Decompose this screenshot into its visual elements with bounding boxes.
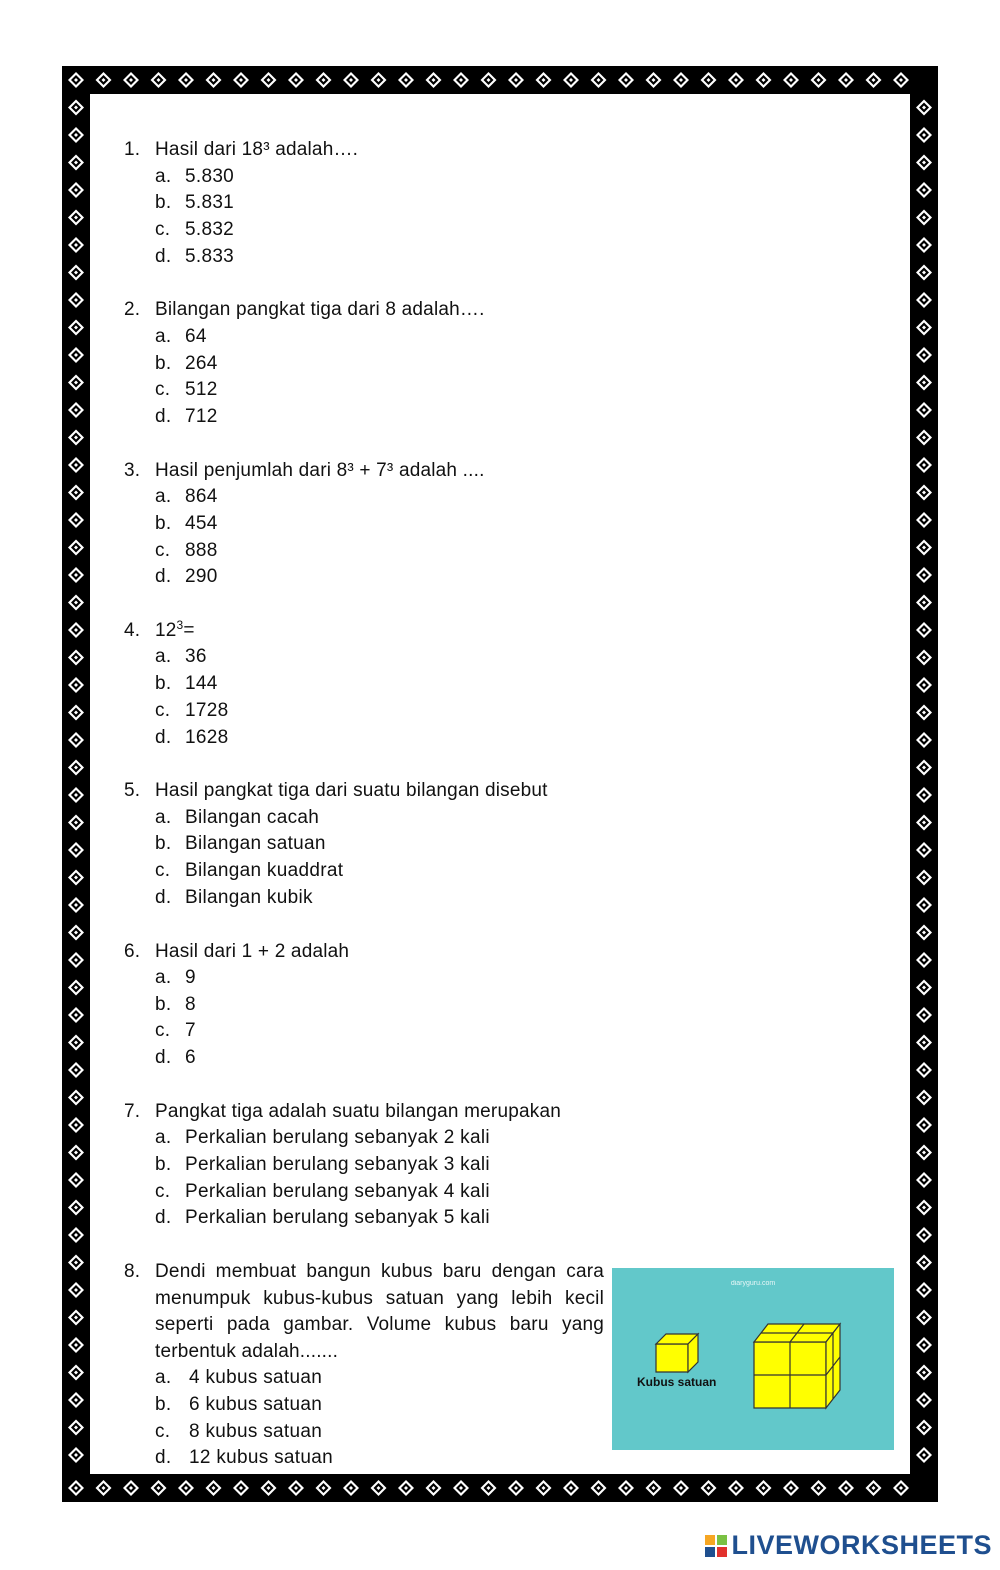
diamond-ornament <box>916 677 932 693</box>
answer-option[interactable] <box>155 217 604 244</box>
diamond-ornament <box>618 72 634 88</box>
diamond-ornament <box>916 1420 932 1436</box>
diamond-ornament <box>916 292 932 308</box>
answer-option[interactable] <box>155 992 604 1019</box>
diamond-ornament <box>96 1480 112 1496</box>
diamond-ornament <box>288 72 304 88</box>
question-number: 2. <box>124 299 141 321</box>
diamond-ornament <box>68 732 84 748</box>
diamond-ornament <box>916 1255 932 1271</box>
diamond-ornament <box>916 952 932 968</box>
diamond-ornament <box>68 842 84 858</box>
question-stem: Hasil penjumlah dari 8³ + 7³ adalah .... <box>155 459 485 481</box>
diamond-ornament <box>916 842 932 858</box>
diamond-ornament <box>233 72 249 88</box>
diamond-ornament <box>916 430 932 446</box>
unit-cube <box>656 1334 698 1372</box>
answer-option[interactable] <box>155 671 604 698</box>
option-letter: c. <box>155 218 171 240</box>
option-text: 5.833 <box>185 245 235 267</box>
question-stem: Bilangan pangkat tiga dari 8 adalah…. <box>155 299 485 321</box>
answer-option[interactable] <box>155 1018 604 1045</box>
option-text: Bilangan cacah <box>185 806 320 828</box>
diamond-ornament <box>838 1480 854 1496</box>
diamond-ornament <box>343 72 359 88</box>
diamond-ornament <box>68 292 84 308</box>
answer-option[interactable] <box>155 190 604 217</box>
diamond-ornament <box>916 1062 932 1078</box>
question-stem: Pangkat tiga adalah suatu bilangan merupakan <box>155 1100 561 1122</box>
diamond-ornament <box>68 1035 84 1051</box>
diamond-ornament <box>701 72 717 88</box>
answer-option[interactable] <box>155 725 604 752</box>
diamond-ornament <box>916 512 932 528</box>
diamond-ornament <box>916 787 932 803</box>
diamond-ornament <box>673 1480 689 1496</box>
question-4 <box>124 618 604 751</box>
diamond-ornament <box>68 1392 84 1408</box>
stem-base: 12 <box>155 619 177 641</box>
question-list <box>124 137 604 1499</box>
diamond-ornament <box>68 650 84 666</box>
question-number: 6. <box>124 940 141 962</box>
diamond-ornament <box>68 375 84 391</box>
diamond-ornament <box>68 485 84 501</box>
diamond-ornament <box>916 100 932 116</box>
diamond-ornament <box>701 1480 717 1496</box>
option-text: 5.830 <box>185 165 235 187</box>
diamond-ornament <box>316 72 332 88</box>
diamond-ornament <box>916 1035 932 1051</box>
answer-option[interactable] <box>155 511 604 538</box>
option-text: 454 <box>185 512 218 534</box>
diamond-ornament <box>756 72 772 88</box>
option-letter: b. <box>155 1393 172 1415</box>
option-letter: a. <box>155 486 172 508</box>
diamond-ornament <box>68 897 84 913</box>
diamond-ornament <box>916 705 932 721</box>
cube-drawing <box>612 1268 894 1450</box>
diamond-ornament <box>68 100 84 116</box>
diamond-ornament <box>916 375 932 391</box>
answer-option[interactable] <box>155 1179 604 1206</box>
option-letter: b. <box>155 512 172 534</box>
diamond-ornament <box>68 622 84 638</box>
diamond-ornament <box>68 815 84 831</box>
diamond-ornament <box>68 457 84 473</box>
diamond-ornament <box>866 1480 882 1496</box>
option-letter: c. <box>155 1020 171 1042</box>
diamond-ornament <box>68 1282 84 1298</box>
answer-option[interactable] <box>155 377 604 404</box>
option-letter: a. <box>155 1367 172 1389</box>
answer-option[interactable] <box>155 538 604 565</box>
question-3 <box>124 458 604 591</box>
option-text: 4 kubus satuan <box>189 1367 323 1389</box>
option-letter: c. <box>155 860 171 882</box>
option-text: 512 <box>185 379 218 401</box>
option-letter: d. <box>155 886 172 908</box>
option-text: 290 <box>185 566 218 588</box>
question-1 <box>124 137 604 270</box>
diamond-ornament <box>68 155 84 171</box>
option-text: 8 <box>185 993 196 1015</box>
stem-exponent: 3 <box>176 617 184 632</box>
diamond-ornament <box>68 1090 84 1106</box>
diamond-ornament <box>68 595 84 611</box>
diamond-ornament <box>916 732 932 748</box>
diamond-ornament <box>916 1117 932 1133</box>
diamond-ornament <box>916 622 932 638</box>
option-text: 1728 <box>185 699 229 721</box>
option-letter: b. <box>155 1154 172 1176</box>
diamond-ornament <box>916 320 932 336</box>
diamond-ornament <box>916 815 932 831</box>
question-stem: Hasil pangkat tiga dari suatu bilangan disebut <box>155 780 548 802</box>
diamond-ornament <box>646 72 662 88</box>
question-number: 4. <box>124 619 141 641</box>
option-letter: d. <box>155 566 172 588</box>
diamond-ornament <box>916 1145 932 1161</box>
diamond-ornament <box>68 870 84 886</box>
answer-option[interactable] <box>155 1152 604 1179</box>
diamond-ornament <box>68 1172 84 1188</box>
option-text: 5.832 <box>185 218 235 240</box>
option-letter: c. <box>155 379 171 401</box>
diamond-ornament <box>916 980 932 996</box>
answer-option[interactable] <box>155 1419 604 1446</box>
diamond-ornament <box>916 237 932 253</box>
option-text: Perkalian berulang sebanyak 4 kali <box>185 1180 490 1202</box>
diamond-ornament <box>398 72 414 88</box>
answer-option[interactable] <box>155 404 604 431</box>
diamond-ornament <box>916 567 932 583</box>
diamond-ornament <box>68 127 84 143</box>
liveworksheets-icon <box>705 1535 727 1557</box>
option-text: 6 <box>185 1047 196 1069</box>
diamond-ornament <box>68 210 84 226</box>
diamond-ornament <box>916 155 932 171</box>
diamond-ornament <box>916 402 932 418</box>
diamond-ornament <box>68 1447 84 1463</box>
option-text: Bilangan kubik <box>185 886 313 908</box>
option-text: 888 <box>185 539 218 561</box>
diamond-ornament <box>508 72 524 88</box>
option-letter: a. <box>155 967 172 989</box>
diamond-ornament <box>68 1255 84 1271</box>
diamond-ornament <box>916 1337 932 1353</box>
option-letter: d. <box>155 245 172 267</box>
option-text: 6 kubus satuan <box>189 1393 323 1415</box>
option-letter: d. <box>155 1207 172 1229</box>
diamond-ornament <box>728 72 744 88</box>
diamond-ornament <box>68 1227 84 1243</box>
stem-equals: = <box>183 619 195 641</box>
diamond-ornament <box>916 1007 932 1023</box>
diamond-ornament <box>811 1480 827 1496</box>
brand-name: LIVEWORKSHEETS <box>731 1530 992 1560</box>
diamond-ornament <box>68 347 84 363</box>
option-letter: a. <box>155 165 172 187</box>
diamond-ornament <box>481 72 497 88</box>
diamond-ornament <box>123 72 139 88</box>
question-2 <box>124 297 604 430</box>
diamond-ornament <box>756 1480 772 1496</box>
option-letter: c. <box>155 1180 171 1202</box>
answer-option[interactable] <box>155 564 604 591</box>
question-stem: Hasil dari 1 + 2 adalah <box>155 940 350 962</box>
question-8 <box>124 1259 604 1472</box>
answer-option[interactable] <box>155 1205 604 1232</box>
diamond-ornament <box>916 1365 932 1381</box>
answer-option[interactable] <box>155 858 604 885</box>
option-text: 7 <box>185 1020 196 1042</box>
diamond-ornament <box>916 650 932 666</box>
answer-option[interactable] <box>155 324 604 351</box>
diamond-ornament <box>206 72 222 88</box>
diamond-ornament <box>68 705 84 721</box>
option-letter: d. <box>155 405 172 427</box>
diamond-ornament <box>68 1480 84 1496</box>
diamond-ornament <box>783 72 799 88</box>
diamond-ornament <box>916 1282 932 1298</box>
diamond-ornament <box>261 72 277 88</box>
question-stem <box>155 618 604 645</box>
option-text: Perkalian berulang sebanyak 5 kali <box>185 1207 490 1229</box>
diamond-ornament <box>68 237 84 253</box>
option-letter: d. <box>155 1447 172 1469</box>
diamond-ornament <box>68 1200 84 1216</box>
diamond-ornament <box>866 72 882 88</box>
diamond-ornament <box>811 72 827 88</box>
diamond-ornament <box>68 787 84 803</box>
diamond-ornament <box>916 457 932 473</box>
question-stem: Dendi membuat bangun kubus baru dengan cara menumpuk kubus-kubus satuan yang lebih kecil seperti pada gambar. Volume kubus baru yang terbentuk adalah....... <box>155 1261 604 1362</box>
answer-option[interactable] <box>155 164 604 191</box>
diamond-ornament <box>916 127 932 143</box>
diamond-ornament <box>68 1145 84 1161</box>
diamond-ornament <box>916 1090 932 1106</box>
option-letter: c. <box>155 1420 171 1442</box>
diamond-ornament <box>68 760 84 776</box>
option-letter: a. <box>155 646 172 668</box>
diamond-ornament <box>916 485 932 501</box>
option-text: 144 <box>185 673 218 695</box>
option-text: 1628 <box>185 726 229 748</box>
cube-illustration <box>612 1268 894 1450</box>
diamond-ornament <box>783 1480 799 1496</box>
option-letter: d. <box>155 1047 172 1069</box>
diamond-ornament <box>563 72 579 88</box>
option-text: 9 <box>185 967 196 989</box>
option-text: 864 <box>185 486 218 508</box>
diamond-ornament <box>68 980 84 996</box>
question-number: 8. <box>124 1261 141 1283</box>
diamond-ornament <box>371 72 387 88</box>
diamond-ornament <box>68 402 84 418</box>
diamond-ornament <box>916 1392 932 1408</box>
diamond-ornament <box>916 1447 932 1463</box>
diamond-ornament <box>68 1062 84 1078</box>
question-number: 1. <box>124 139 141 160</box>
answer-option[interactable] <box>155 484 604 511</box>
diamond-ornament <box>916 540 932 556</box>
diamond-ornament <box>916 760 932 776</box>
answer-option[interactable] <box>155 1392 604 1419</box>
diamond-ornament <box>916 182 932 198</box>
answer-option[interactable] <box>155 244 604 271</box>
diamond-ornament <box>68 1310 84 1326</box>
diamond-ornament <box>916 1227 932 1243</box>
answer-option[interactable] <box>155 644 604 671</box>
diamond-ornament <box>916 265 932 281</box>
diamond-ornament <box>893 72 909 88</box>
diamond-ornament <box>916 1310 932 1326</box>
question-stem: Hasil dari 18³ adalah…. <box>155 139 359 160</box>
diamond-ornament <box>68 430 84 446</box>
option-letter: c. <box>155 699 171 721</box>
diamond-ornament <box>68 1337 84 1353</box>
diamond-ornament <box>916 595 932 611</box>
diamond-ornament <box>893 1480 909 1496</box>
diamond-ornament <box>68 925 84 941</box>
brand-logo[interactable] <box>705 1530 992 1561</box>
diamond-ornament <box>916 1200 932 1216</box>
answer-option[interactable] <box>155 965 604 992</box>
diamond-ornament <box>618 1480 634 1496</box>
answer-option[interactable] <box>155 805 604 832</box>
diamond-ornament <box>916 925 932 941</box>
answer-option[interactable] <box>155 351 604 378</box>
option-letter: d. <box>155 726 172 748</box>
question-6 <box>124 939 604 1072</box>
diamond-ornament <box>646 1480 662 1496</box>
answer-option[interactable] <box>155 1445 604 1472</box>
option-text: 264 <box>185 352 218 374</box>
option-text: 36 <box>185 646 207 668</box>
option-text: 5.831 <box>185 192 235 214</box>
diamond-ornament <box>68 182 84 198</box>
diamond-ornament <box>916 210 932 226</box>
option-letter: b. <box>155 833 172 855</box>
diamond-ornament <box>68 1420 84 1436</box>
option-text: 8 kubus satuan <box>189 1420 323 1442</box>
large-cube <box>754 1324 840 1408</box>
option-letter: a. <box>155 325 172 347</box>
question-number: 5. <box>124 780 141 802</box>
option-letter: a. <box>155 806 172 828</box>
option-letter: b. <box>155 993 172 1015</box>
option-text: Perkalian berulang sebanyak 2 kali <box>185 1127 490 1149</box>
option-text: Bilangan kuaddrat <box>185 860 344 882</box>
option-letter: c. <box>155 539 171 561</box>
option-letter: a. <box>155 1127 172 1149</box>
diamond-ornament <box>68 952 84 968</box>
diamond-ornament <box>916 870 932 886</box>
diamond-ornament <box>426 72 442 88</box>
diamond-ornament <box>151 72 167 88</box>
diamond-ornament <box>68 72 84 88</box>
option-text: Perkalian berulang sebanyak 3 kali <box>185 1154 490 1176</box>
diamond-ornament <box>68 567 84 583</box>
diamond-ornament <box>453 72 469 88</box>
diamond-ornament <box>916 347 932 363</box>
diamond-ornament <box>536 72 552 88</box>
diamond-ornament <box>916 897 932 913</box>
diamond-ornament <box>68 1117 84 1133</box>
diamond-ornament <box>916 1172 932 1188</box>
diamond-ornament <box>96 72 112 88</box>
answer-option[interactable] <box>155 698 604 725</box>
option-letter: b. <box>155 673 172 695</box>
diamond-ornament <box>68 677 84 693</box>
option-letter: b. <box>155 192 172 214</box>
diamond-ornament <box>68 1007 84 1023</box>
diamond-ornament <box>728 1480 744 1496</box>
option-text: 64 <box>185 325 207 347</box>
question-number: 3. <box>124 459 141 481</box>
option-text: 12 kubus satuan <box>189 1447 333 1469</box>
illustration-caption: diaryguru.com <box>730 1280 776 1287</box>
diamond-ornament <box>178 72 194 88</box>
answer-option[interactable] <box>155 1125 604 1152</box>
answer-option[interactable] <box>155 1365 604 1392</box>
unit-cube-label: Kubus satuan <box>637 1375 717 1389</box>
diamond-ornament <box>68 540 84 556</box>
diamond-ornament <box>68 1365 84 1381</box>
diamond-ornament <box>591 72 607 88</box>
option-text: Bilangan satuan <box>185 833 326 855</box>
diamond-ornament <box>68 320 84 336</box>
option-text: 712 <box>185 405 218 427</box>
option-letter: b. <box>155 352 172 374</box>
diamond-ornament <box>68 265 84 281</box>
question-5 <box>124 778 604 911</box>
diamond-ornament <box>673 72 689 88</box>
question-number: 7. <box>124 1100 141 1122</box>
answer-option[interactable] <box>155 831 604 858</box>
answer-option[interactable] <box>155 1045 604 1072</box>
diamond-ornament <box>68 512 84 528</box>
diamond-ornament <box>838 72 854 88</box>
answer-option[interactable] <box>155 885 604 912</box>
question-7 <box>124 1099 604 1232</box>
